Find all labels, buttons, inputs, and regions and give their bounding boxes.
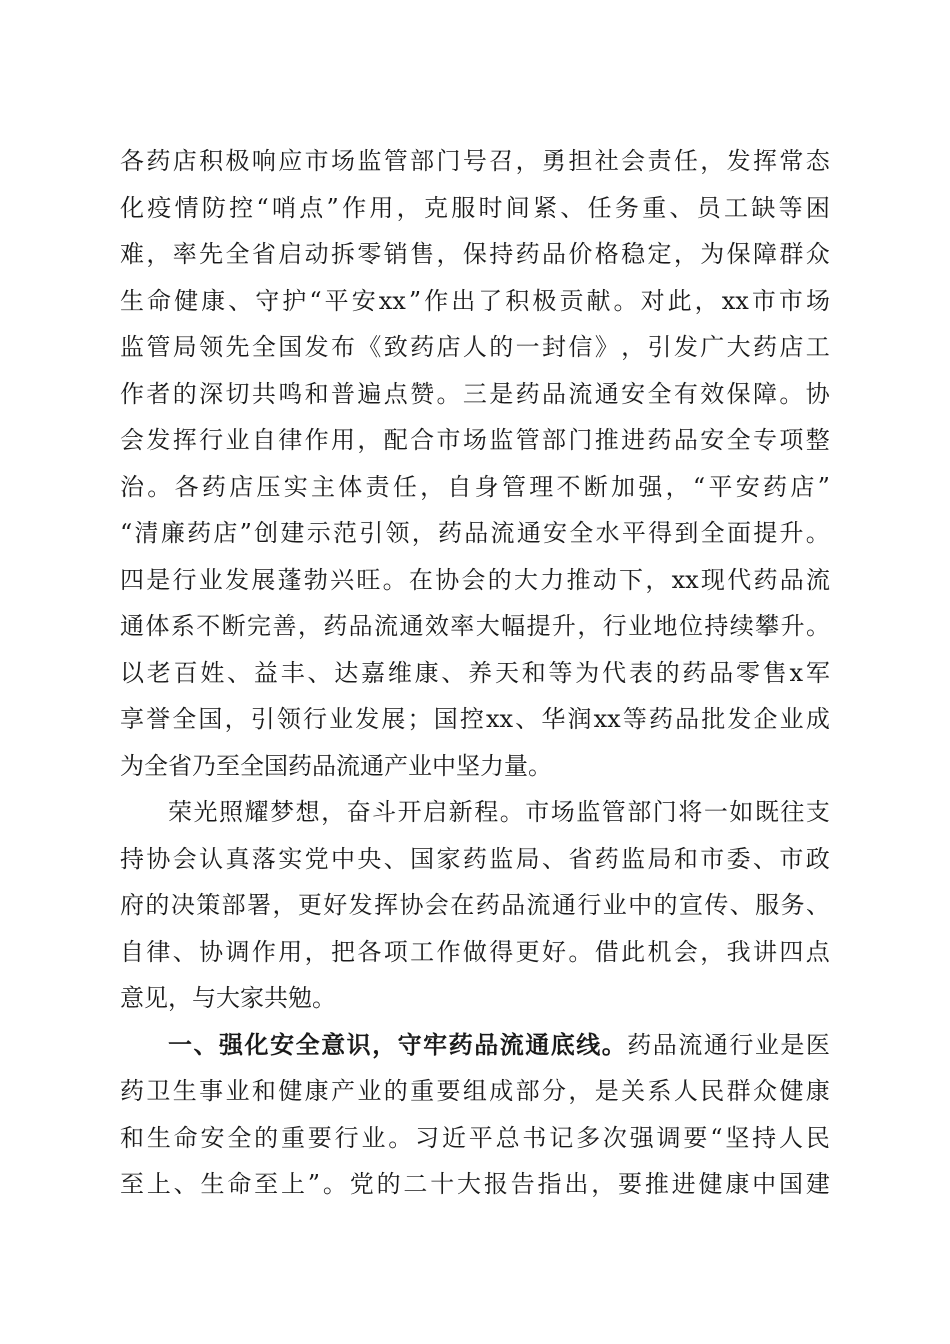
text-line: 意 见 ， 与 大 家 共 勉 。 bbox=[120, 984, 336, 1012]
text-line: 各 药 店 积 极 响 应 市 场 监 管 部 门 号 召 ， 勇 担 社 会 责 任 ， 发 挥 常 态 bbox=[120, 147, 830, 175]
text-line: 作 者 的 深 切 共 鸣 和 普 遍 点 赞 。 三 是 药 品 流 通 安 全 有 效 保 障 。 协 bbox=[120, 379, 830, 408]
text-line: 至 上 、 生 命 至 上 ” 。 党 的 二 十 大 报 告 指 出 ， 要 推 进 健 康 中 国 建 bbox=[120, 1170, 830, 1198]
text-line: 生 命 健 康 、 守 护 “ 平 安 xx ” 作 出 了 积 极 贡 献 。 对 此 ， xx 市 市 场 bbox=[120, 286, 830, 315]
text-line: 药 卫 生 事 业 和 健 康 产 业 的 重 要 组 成 部 分 ， 是 关 系 人 民 群 众 健 康 bbox=[120, 1077, 830, 1105]
text-line: 和 生 命 安 全 的 重 要 行 业 。 习 近 平 总 书 记 多 次 强 调 要 “ 坚 持 人 民 bbox=[120, 1123, 830, 1152]
text-line: 会 发 挥 行 业 自 律 作 用 ， 配 合 市 场 监 管 部 门 推 进 药 品 安 全 专 项 整 bbox=[120, 426, 830, 454]
text-line: 荣 光 照 耀 梦 想 ， 奋 斗 开 启 新 程 。 市 场 监 管 部 门 将 一 如 既 往 支 bbox=[168, 798, 830, 826]
text-line: 监 管 局 领 先 全 国 发 布 《 致 药 店 人 的 一 封 信 》 ， 引 发 广 大 药 店 工 bbox=[120, 333, 830, 361]
document-body bbox=[120, 138, 830, 1208]
text-line: “ 清 廉 药 店 ” 创 建 示 范 引 领 ， 药 品 流 通 安 全 水 平 得 到 全 面 提 升 。 bbox=[120, 519, 830, 547]
text-line: 一 、 强 化 安 全 意 识 ， 守 牢 药 品 流 通 底 线 。 药 品 流 通 行 业 是 医 bbox=[168, 1030, 830, 1059]
text-line: 治 。 各 药 店 压 实 主 体 责 任 ， 自 身 管 理 不 断 加 强 ， “ 平 安 药 店 ” bbox=[120, 472, 830, 501]
text-line: 为 全 省 乃 至 全 国 药 品 流 通 产 业 中 坚 力 量 。 bbox=[120, 751, 552, 780]
text-line: 府 的 决 策 部 署 ， 更 好 发 挥 协 会 在 药 品 流 通 行 业 中 的 宣 传 、 服 务 、 bbox=[120, 891, 830, 919]
text-line: 四 是 行 业 发 展 蓬 勃 兴 旺 。 在 协 会 的 大 力 推 动 下 ， xx 现 代 药 品 流 bbox=[120, 565, 830, 594]
text-line: 难 ， 率 先 全 省 启 动 拆 零 销 售 ， 保 持 药 品 价 格 稳 定 ， 为 保 障 群 众 bbox=[120, 240, 830, 268]
text-line: 自 律 、 协 调 作 用 ， 把 各 项 工 作 做 得 更 好 。 借 此 机 会 ， 我 讲 四 点 bbox=[120, 937, 830, 966]
text-line: 持 协 会 认 真 落 实 党 中 央 、 国 家 药 监 局 、 省 药 监 局 和 市 委 、 市 政 bbox=[120, 844, 830, 873]
text-line: 通 体 系 不 断 完 善 ， 药 品 流 通 效 率 大 幅 提 升 ， 行 业 地 位 持 续 攀 升 。 bbox=[120, 612, 830, 640]
text-line: 化 疫 情 防 控 “ 哨 点 ” 作 用 ， 克 服 时 间 紧 、 任 务 重 、 员 工 缺 等 困 bbox=[120, 193, 830, 222]
text-line: 享 誉 全 国 ， 引 领 行 业 发 展 ； 国 控 xx 、 华 润 xx 等 药 品 批 发 企 业 成 bbox=[120, 705, 830, 733]
text-line: 以 老 百 姓 、 益 丰 、 达 嘉 维 康 、 养 天 和 等 为 代 表 的 药 品 零 售 x 军 bbox=[120, 658, 830, 687]
